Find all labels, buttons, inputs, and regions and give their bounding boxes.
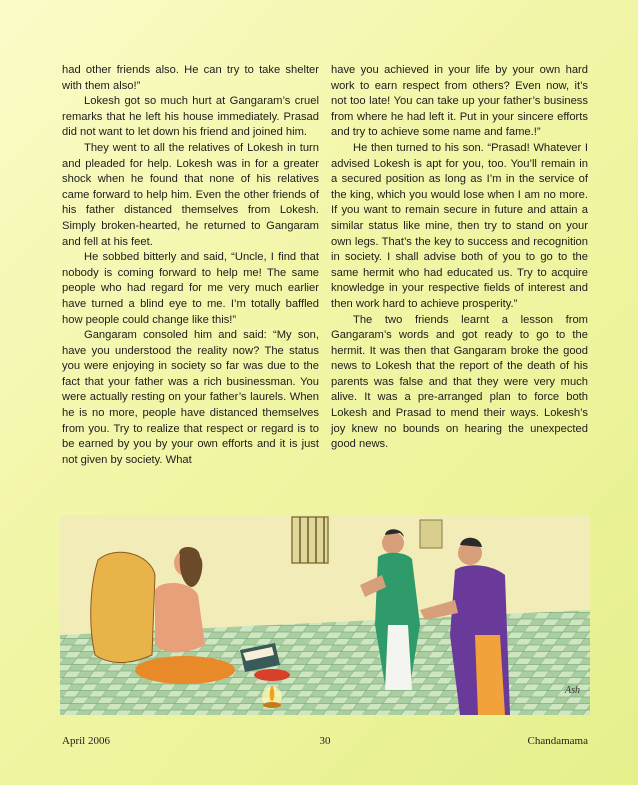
issue-date: April 2006 <box>62 735 110 747</box>
barred-window <box>292 517 328 563</box>
page-number: 30 <box>319 735 331 747</box>
paragraph: They went to all the relatives of Lokesh in turn and pleaded for help. Lokesh was in for a greater shock when he found that none of his relatives came forward to help him. Even the other friends of his father distanced themselves from Lokesh. Simply broken-hearted, he returned to Gangaram and fell at his feet. <box>62 141 319 248</box>
paragraph: He then turned to his son. “Prasad! Whatever I advised Lokesh is apt for you, too. You’ll remain in a secured position as long as I’m in the service of the king, which you would lose when I am no more. If you want to remain secure in future and attain a similar status like mine, then try to stand on your own legs. That’s the key to success and recognition in society. I shall advise both of you to go to the same hermit who had educated us. Try to acquire knowledge in your respective fields of interest and then work hard to achieve prosperity.” <box>331 141 588 310</box>
paragraph: He sobbed bitterly and said, “Uncle, I find that nobody is coming forward to help me! The same people who had regard for me very much earlier have turned a blind eye to me. I’m totally baffled how people could change like this!” <box>62 251 319 326</box>
left-column <box>62 63 319 513</box>
paragraph: had other friends also. He can try to take shelter with them also!” <box>62 64 319 92</box>
artist-signature: Ash <box>565 685 580 696</box>
story-illustration <box>60 515 590 715</box>
story-columns <box>62 63 588 513</box>
magazine-name: Chandamama <box>527 735 588 747</box>
paragraph: The two friends learnt a lesson from Gangaram’s words and got ready to go to the hermit. It was then that Gangaram broke the good news to Lokesh that the report of the death of his parents was false and that they were very much alive. It was a pre-arranged plan to force both Lokesh and Prasad to mend their ways. Lokesh’s joy knew no bounds on hearing the unexpected good news. <box>331 313 588 451</box>
page-footer <box>62 735 588 751</box>
right-column <box>331 63 588 513</box>
paragraph: have you achieved in your life by your own hard work to earn respect from others? Even now, it’s not too late! You can take up your father’s business from where he had left it. Put in your sincere efforts and try to achieve some name and fame.!” <box>331 64 588 139</box>
deer-skin-seat <box>91 552 155 662</box>
paragraph: Lokesh got so much hurt at Gangaram’s cruel remarks that he left his house immediately. Prasad did not want to let down his friend and joined him. <box>62 95 319 139</box>
wall-niche <box>420 520 442 548</box>
paragraph: Gangaram consoled him and said: “My son, have you understood the reality now? The status you were enjoying in society so far was due to the fact that your father was a rich businessman. You were actually resting on your father’s laurels. When he is no more, people have distanced themselves from you. Try to realize that respect or regard is to be earned by you by your own efforts and it is just not given by society. What <box>62 329 319 466</box>
fruit-offering <box>254 669 290 681</box>
